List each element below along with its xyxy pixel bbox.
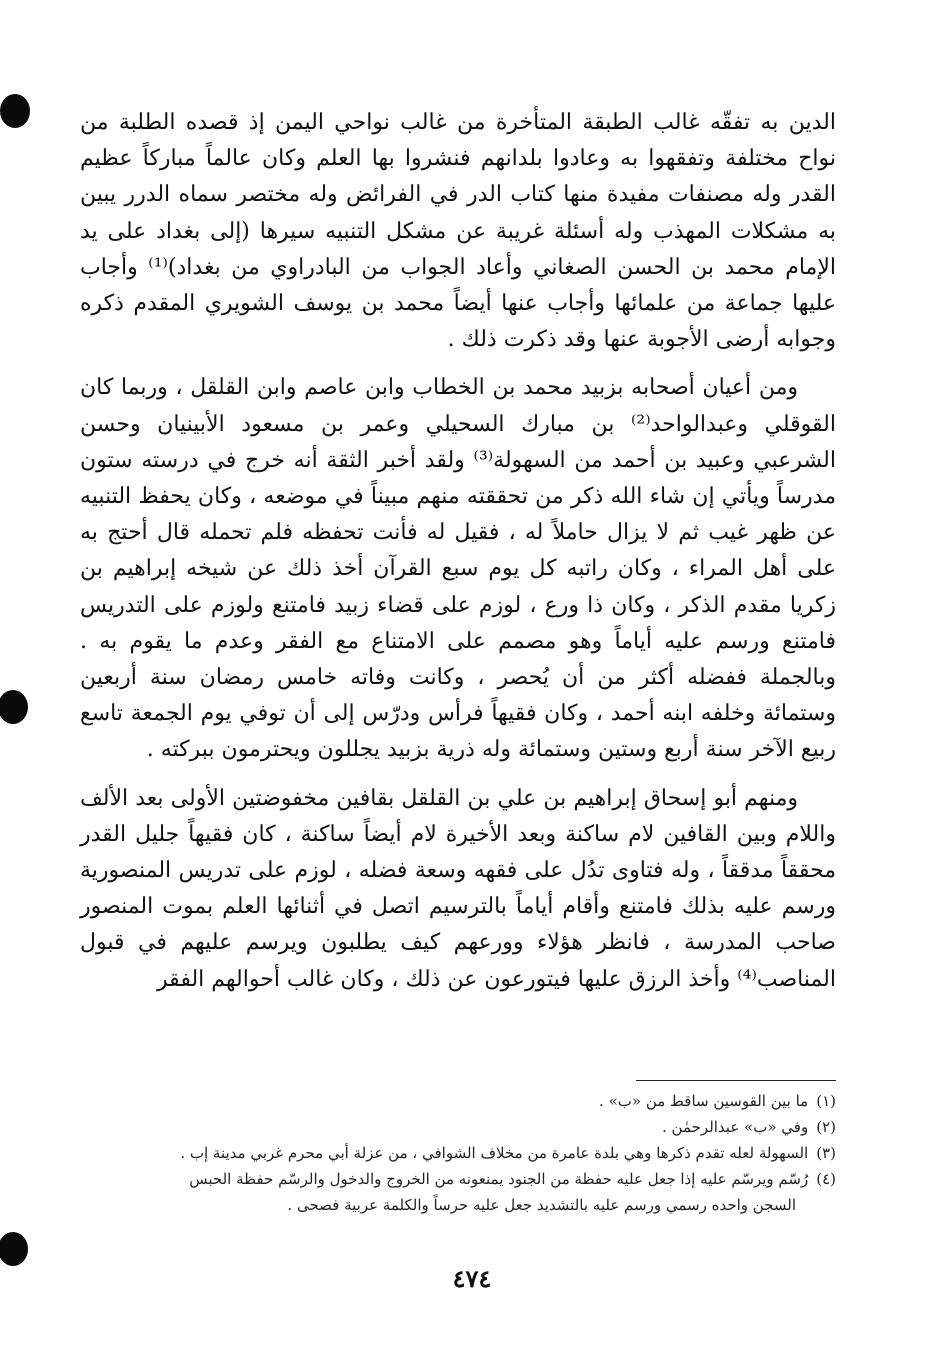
paragraph: الدين به تفقّه غالب الطبقة المتأخرة من غالب نواحي اليمن إذ قصده الطلبة من نواح مختلفة وتفقهوا به وعادوا بلدانهم فنشروا بها العلم وكان عالماً مباركاً عظيم القدر وله مصنفات مفيدة منها كتاب الدر في الفرائض وله مختصر سماه الدرر يبين به مشكلات المهذب وله أسئلة غريبة عن مشكل التنبيه سيرها (إلى بغداد على يد الإمام محمد بن الحسن الصغاني وأعاد الجواب من البادراوي من بغداد)⁽¹⁾ وأجاب عليها جماعة من علمائها وأجاب عنها أيضاً محمد بن يوسف الشويري المقدم ذكره وجوابه أرضى الأجوبة عنها وقد ذكرت ذلك .: [80, 110, 836, 353]
footnote-divider: [636, 1080, 836, 1081]
footnote-number: (٤): [816, 1170, 836, 1188]
paragraph: ومن أعيان أصحابه بزبيد محمد بن الخطاب وابن عاصم وابن القلقل ، وربما كان القوقلي وعبدالواحد⁽²⁾ بن مبارك السحيلي وعمر بن مسعود الأبينيان وحسن الشرعبي وعبيد بن أحمد من السهولة⁽³⁾ ولقد أخبر الثقة أنه خرج في درسته ستون مدرساً ويأتي إن شاء الله ذكر من تحققته منهم مبيناً في موضعه ، وكان يحفظ التنبيه عن ظهر غيب ثم لا يزال حاملاً له ، فقيل له فأنت تحفظه فلم تحمله قال أحتج به على أهل المراء ، وكان راتبه كل يوم سبع القرآن أخذ ذلك عن شيخه إبراهيم بن زكريا مقدم الذكر ، وكان ذا ورع ، لوزم على قضاء زبيد فامتنع ولوزم على التدريس فامتنع ورسم عليه أياماً وهو مصمم على الامتناع مع الفقر وعدم ما يقوم به . وبالجملة ففضله أكثر من أن يُحصر ، وكانت وفاته خامس رمضان سنة أربعين وستمائة وخلفه ابنه أحمد ، وكان فقيهاً فرأس ودرّس إلى أن توفي يوم الجمعة تاسع ربيع الآخر سنة أربع وستين وستمائة وله ذرية بزبيد يجللون ويحترمون ببركته .: [80, 375, 836, 763]
binder-hole: [0, 690, 28, 724]
footnote-number: (١): [816, 1092, 836, 1110]
footnotes: [80, 1088, 836, 1218]
footnote-text: وفي «ب» عبدالرحمٰن .: [662, 1118, 809, 1136]
footnote: [80, 1140, 836, 1166]
binder-hole: [0, 94, 30, 128]
footnote-text: السهولة لعله تقدم ذكرها وهي بلدة عامرة من مخلاف الشوافي ، من عزلة أبي محرم غربي مدينة إب .: [180, 1144, 809, 1162]
footnote-text: ما بين القوسين ساقط من «ب» .: [599, 1092, 809, 1110]
footnote: [80, 1114, 836, 1140]
footnote: [80, 1166, 836, 1192]
footnote-text: رُسّم ويرسّم عليه إذا جعل عليه حفظة من الجنود يمنعونه من الخروج والدخول والرسّم حفظة الحبس: [189, 1170, 809, 1188]
footnote: [80, 1088, 836, 1114]
paragraph: ومنهم أبو إسحاق إبراهيم بن علي بن القلقل بقافين مخفوضتين الأولى بعد الألف واللام وبين القافين لام ساكنة وبعد الأخيرة لام أيضاً ساكنة ، كان فقيهاً جليل القدر محققاً مدققاً ، وله فتاوى تدُل على فقهه وسعة فضله ، لوزم على تدريس المنصورية ورسم عليه بذلك فامتنع وأقام أياماً بالترسيم اتصل في أثنائها العلم بموت المنصور صاحب المدرسة ، فانظر هؤلاء وورعهم كيف يطلبون ويرسم عليهم في قبول المناصب⁽⁴⁾ وأخذ الرزق عليها فيتورعون عن ذلك ، وكان غالب أحوالهم الفقر: [80, 785, 836, 992]
footnote-continuation: السجن واحده رسمي ورسم عليه بالتشديد جعل عليه حرساً والكلمة عربية فصحى .: [287, 1196, 796, 1214]
footnote-number: (٢): [816, 1118, 836, 1136]
footnote-number: (٣): [816, 1144, 836, 1162]
page-number: ٤٧٤: [452, 1264, 492, 1293]
binder-hole: [0, 1232, 28, 1266]
main-text: [80, 105, 836, 998]
